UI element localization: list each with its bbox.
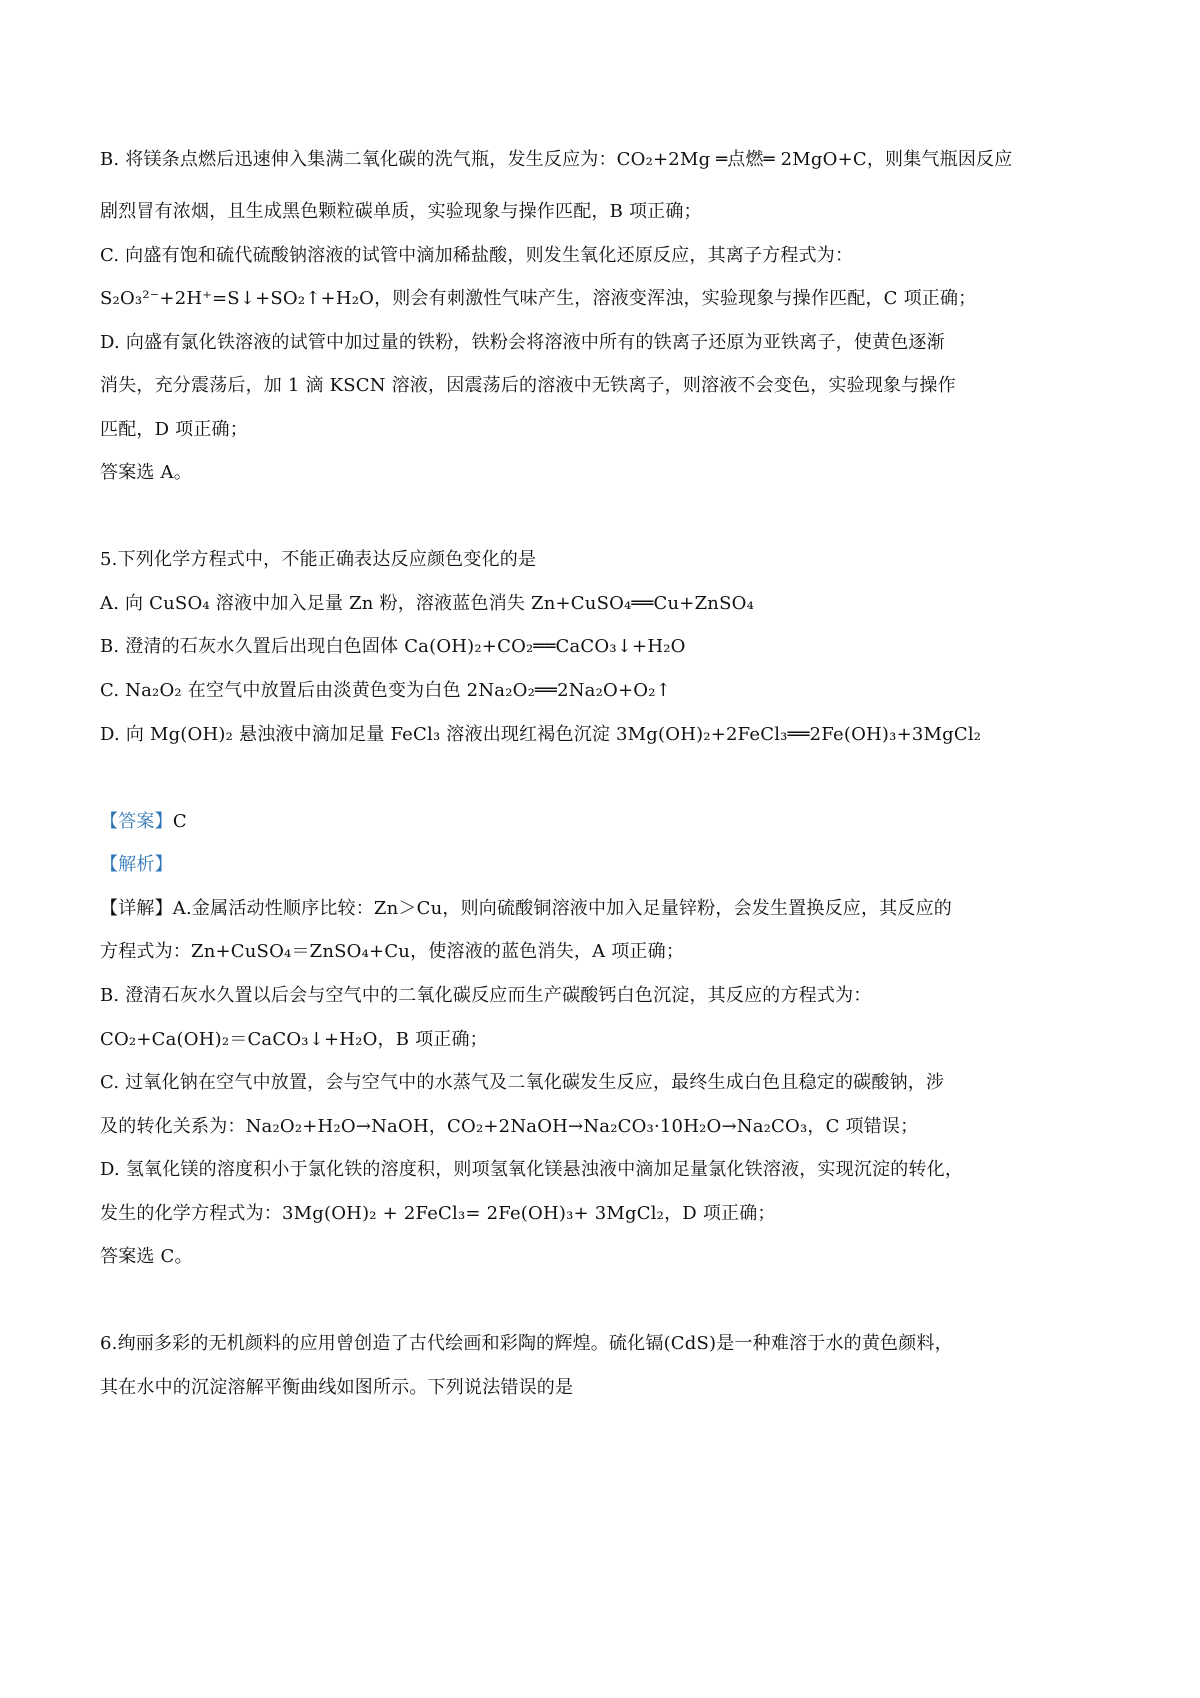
detail-line: 发生的化学方程式为：3Mg(OH)₂ + 2FeCl₃= 2Fe(OH)₃+ 3MgCl₂，D 项正确；	[100, 1203, 776, 1224]
detail-answer: 答案选 C。	[100, 1246, 193, 1267]
question6-stem-line2: 其在水中的沉淀溶解平衡曲线如图所示。下列说法错误的是	[100, 1377, 574, 1398]
analysis-c-line1: C. 向盛有饱和硫代硫酸钠溶液的试管中滴加稀盐酸，则发生氧化还原反应，其离子方程式为：	[100, 245, 854, 266]
analysis-b-line1: B. 将镁条点燃后迅速伸入集满二氧化碳的洗气瓶，发生反应为：CO₂+2Mg ═点燃═ 2MgO+C，则集气瓶因反应	[100, 149, 1013, 170]
q5-answer	[100, 810, 187, 834]
previous-answer: 答案选 A。	[100, 462, 192, 483]
analysis-d-line1: D. 向盛有氯化铁溶液的试管中加过量的铁粉，铁粉会将溶液中所有的铁离子还原为亚铁离子，使黄色逐渐	[100, 332, 945, 353]
detail-line: CO₂+Ca(OH)₂＝CaCO₃↓+H₂O，B 项正确；	[100, 1029, 488, 1050]
analysis-b-line2: 剧烈冒有浓烟，且生成黑色颗粒碳单质，实验现象与操作匹配，B 项正确；	[100, 201, 702, 222]
question5-stem: 5.下列化学方程式中，不能正确表达反应颜色变化的是	[100, 549, 537, 570]
answer-label: 【答案】	[100, 811, 173, 832]
analysis-c-line2: S₂O₃²⁻+2H⁺=S↓+SO₂↑+H₂O，则会有刺激性气味产生，溶液变浑浊，实验现象与操作匹配，C 项正确；	[100, 288, 977, 309]
answer-value: C	[172, 811, 187, 832]
detail-line: 方程式为：Zn+CuSO₄＝ZnSO₄+Cu，使溶液的蓝色消失，A 项正确；	[100, 941, 685, 962]
detail-line: C. 过氧化钠在空气中放置，会与空气中的水蒸气及二氧化碳发生反应，最终生成白色且稳定的碳酸钠，涉	[100, 1072, 945, 1093]
detail-line: D. 氢氧化镁的溶度积小于氯化铁的溶度积，则项氢氧化镁悬浊液中滴加足量氯化铁溶液，实现沉淀的转化，	[100, 1159, 964, 1180]
detail-line: B. 澄清石灰水久置以后会与空气中的二氧化碳反应而生产碳酸钙白色沉淀，其反应的方程式为：	[100, 985, 872, 1006]
q5-option-b: B. 澄清的石灰水久置后出现白色固体 Ca(OH)₂+CO₂══CaCO₃↓+H₂O	[100, 636, 686, 657]
analysis-label: 【解析】	[100, 854, 173, 875]
analysis-d-line2: 消失，充分震荡后，加 1 滴 KSCN 溶液，因震荡后的溶液中无铁离子，则溶液不会变色，实验现象与操作	[100, 375, 956, 396]
question6-stem-line1: 6.绚丽多彩的无机颜料的应用曾创造了古代绘画和彩陶的辉煌。硫化镉(CdS)是一种难溶于水的黄色颜料，	[100, 1333, 953, 1354]
detail-line: 【详解】A.金属活动性顺序比较：Zn＞Cu，则向硫酸铜溶液中加入足量锌粉，会发生置换反应，其反应的	[100, 898, 952, 919]
detail-line: 及的转化关系为：Na₂O₂+H₂O→NaOH，CO₂+2NaOH→Na₂CO₃·10H₂O→Na₂CO₃，C 项错误；	[100, 1116, 919, 1137]
q5-option-a: A. 向 CuSO₄ 溶液中加入足量 Zn 粉，溶液蓝色消失 Zn+CuSO₄══Cu+ZnSO₄	[100, 593, 754, 614]
q5-option-c: C. Na₂O₂ 在空气中放置后由淡黄色变为白色 2Na₂O₂══2Na₂O+O₂↑	[100, 680, 671, 701]
q5-option-d: D. 向 Mg(OH)₂ 悬浊液中滴加足量 FeCl₃ 溶液出现红褐色沉淀 3Mg(OH)₂+2FeCl₃══2Fe(OH)₃+3MgCl₂	[100, 724, 982, 745]
analysis-d-line3: 匹配，D 项正确；	[100, 419, 248, 440]
